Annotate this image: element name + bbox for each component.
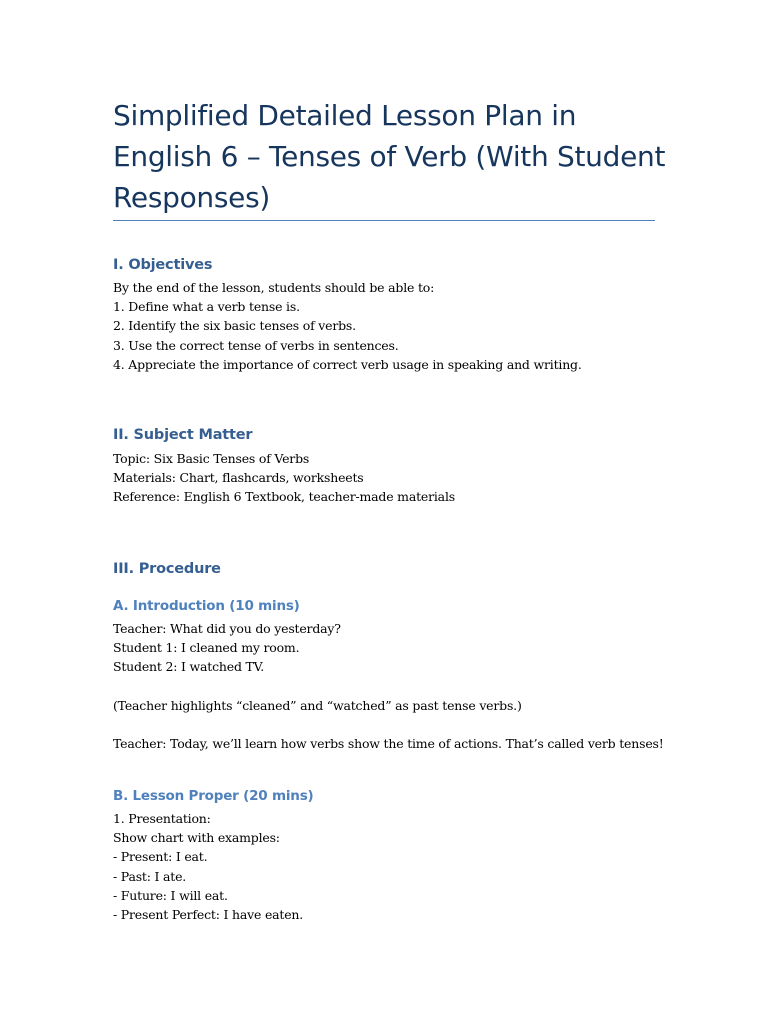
lesson-proper-list xyxy=(113,809,713,924)
tense-example: - Past: I ate. xyxy=(113,868,187,884)
introduction-heading: A. Introduction (10 mins) xyxy=(113,598,300,614)
procedure-heading: III. Procedure xyxy=(113,561,221,577)
tense-example: - Future: I will eat. xyxy=(113,887,228,903)
introduction-dialogue xyxy=(113,619,713,677)
lesson-proper-heading: B. Lesson Proper (20 mins) xyxy=(113,788,314,804)
objectives-list xyxy=(113,278,713,374)
subject-matter-list xyxy=(113,449,713,507)
title-underline xyxy=(113,220,655,221)
objective-item: 4. Appreciate the importance of correct verb usage in speaking and writing. xyxy=(113,356,582,372)
subject-topic: Topic: Six Basic Tenses of Verbs xyxy=(113,451,310,466)
dialogue-line: Student 1: I cleaned my room. xyxy=(113,640,300,656)
introduction-note: (Teacher highlights “cleaned” and “watched” as past tense verbs.) xyxy=(113,698,522,713)
dialogue-line: Student 2: I watched TV. xyxy=(113,659,265,675)
subject-matter-heading: II. Subject Matter xyxy=(113,427,253,443)
tense-example: - Present: I eat. xyxy=(113,849,208,865)
tense-example: - Present Perfect: I have eaten. xyxy=(113,907,304,923)
objective-item: 1. Define what a verb tense is. xyxy=(113,299,300,315)
objectives-intro: By the end of the lesson, students should be able to: xyxy=(113,280,435,295)
subject-materials: Materials: Chart, flashcards, worksheets xyxy=(113,470,364,486)
dialogue-line: Teacher: What did you do yesterday? xyxy=(113,621,341,636)
presentation-label: 1. Presentation: xyxy=(113,811,211,826)
objective-item: 2. Identify the six basic tenses of verbs. xyxy=(113,318,356,334)
chart-intro: Show chart with examples: xyxy=(113,830,280,846)
objective-item: 3. Use the correct tense of verbs in sentences. xyxy=(113,337,399,353)
introduction-closing: Teacher: Today, we’ll learn how verbs show the time of actions. That’s called verb tenses! xyxy=(113,736,664,751)
subject-reference: Reference: English 6 Textbook, teacher-made materials xyxy=(113,489,455,505)
objectives-heading: I. Objectives xyxy=(113,257,213,273)
document-title: Simplified Detailed Lesson Plan in English 6 – Tenses of Verb (With Student Responses) xyxy=(113,99,666,214)
